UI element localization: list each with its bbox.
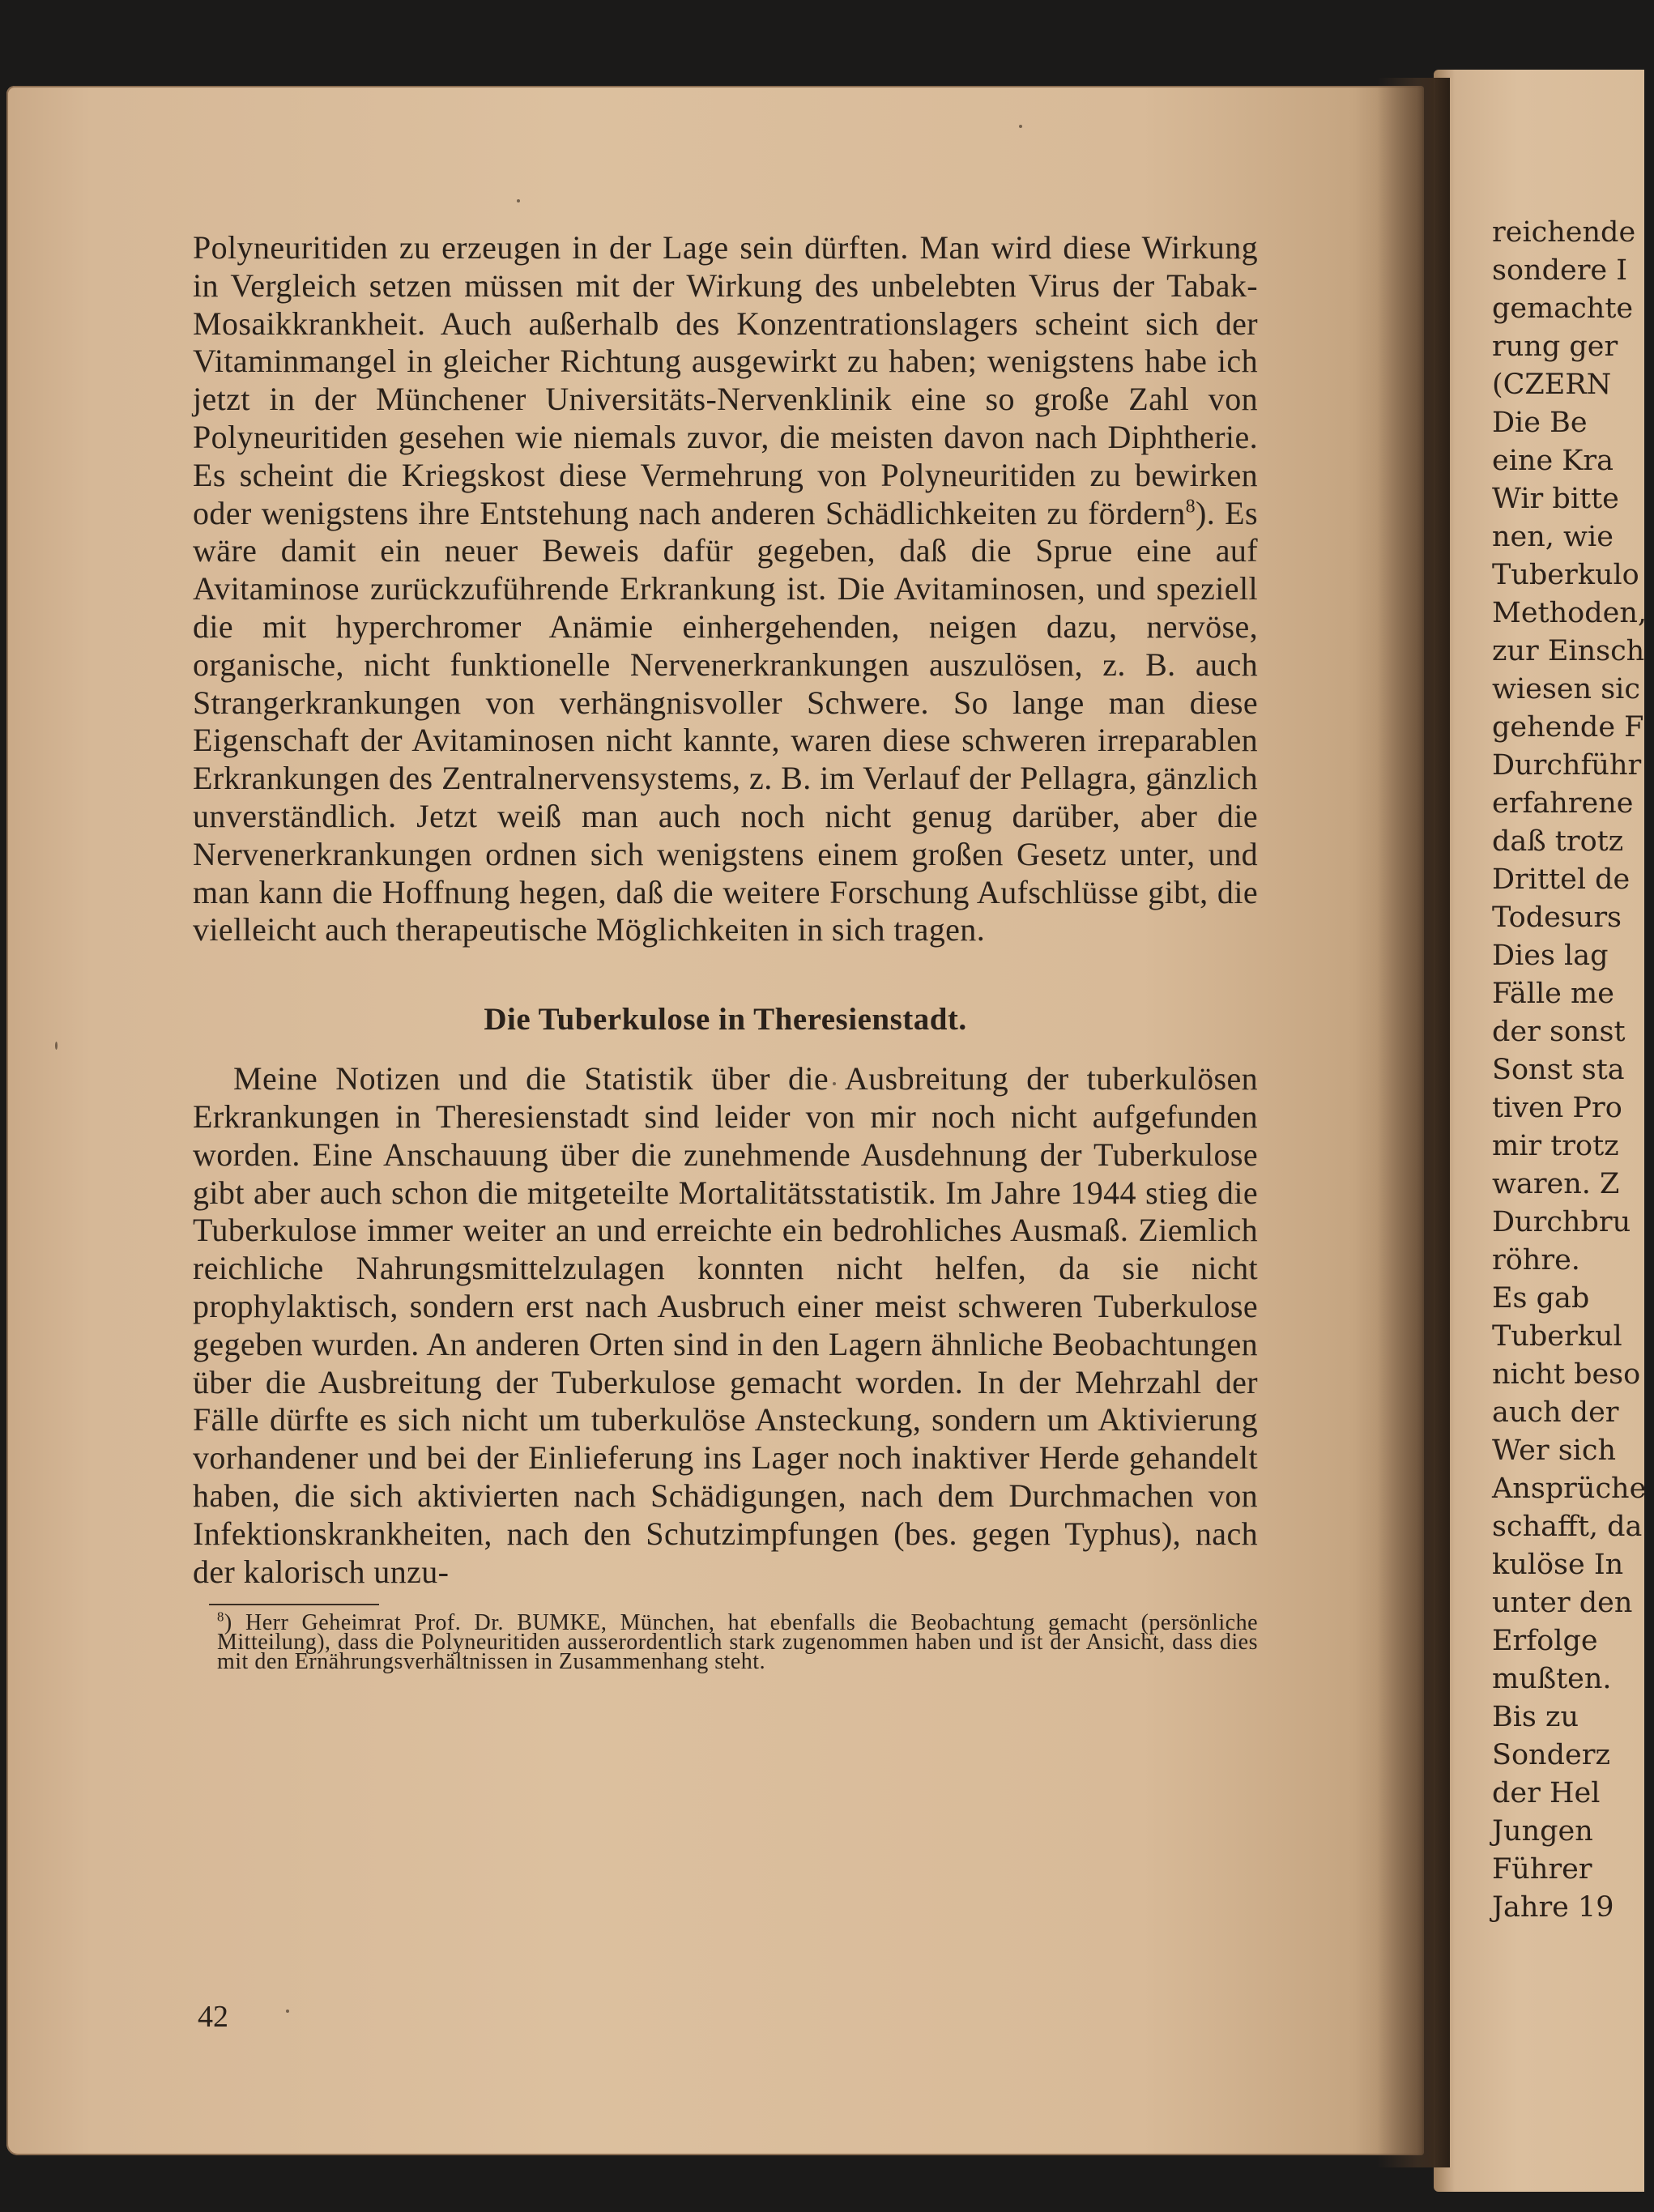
paragraph-polyneuritiden [193, 229, 1258, 949]
adjacent-page-line: unter den [1492, 1587, 1633, 1619]
adjacent-page-line: wiesen sic [1492, 673, 1640, 705]
adjacent-page-line: Es gab [1492, 1282, 1590, 1315]
adjacent-page-line: Die Be [1492, 407, 1588, 439]
footnote-mark: 8 [217, 1609, 224, 1625]
adjacent-page-line: erfahrene [1492, 787, 1634, 820]
adjacent-page-line: Bis zu [1492, 1701, 1579, 1733]
adjacent-page-line: Sonst sta [1492, 1054, 1625, 1086]
adjacent-page-line: zur Einsch [1492, 635, 1645, 667]
adjacent-page-line: Methoden, [1492, 597, 1648, 629]
adjacent-page-line: Tuberkul [1492, 1320, 1622, 1353]
adjacent-page-line: reichende [1492, 216, 1636, 249]
book-gutter-shadow [1377, 78, 1450, 2167]
adjacent-page-line: rung ger [1492, 330, 1618, 363]
adjacent-page-line: Tuberkulo [1492, 559, 1639, 591]
footnote-reference: 8 [1185, 496, 1196, 518]
adjacent-page-line: röhre. [1492, 1244, 1580, 1276]
adjacent-page-line: Erfolge [1492, 1625, 1598, 1657]
adjacent-page-line: (CZERN [1492, 369, 1612, 401]
adjacent-page-line: sondere I [1492, 254, 1628, 287]
adjacent-page-line: mußten. [1492, 1663, 1612, 1695]
adjacent-page-line: Sonderz [1492, 1739, 1610, 1771]
adjacent-page-line: Ansprüche [1492, 1473, 1647, 1505]
adjacent-page-line: gehende F [1492, 711, 1644, 744]
adjacent-page [1434, 70, 1648, 2192]
adjacent-page-line: der sonst [1492, 1016, 1626, 1048]
adjacent-page-line: Durchführ [1492, 749, 1642, 782]
body-text-tuberkulose [193, 1060, 1258, 1591]
adjacent-page-line: Führer [1492, 1853, 1592, 1886]
body-text [193, 229, 1258, 949]
adjacent-page-line: Jahre 19 [1492, 1891, 1614, 1924]
adjacent-page-line: tiven Pro [1492, 1092, 1622, 1124]
adjacent-page-line: Wir bitte [1492, 483, 1619, 515]
adjacent-page-line: Jungen [1492, 1815, 1593, 1848]
adjacent-page-line: auch der [1492, 1396, 1619, 1429]
adjacent-page-line: mir trotz [1492, 1130, 1619, 1162]
adjacent-page-line: der Hel [1492, 1777, 1601, 1809]
adjacent-page-line: daß trotz [1492, 825, 1624, 858]
adjacent-page-line: eine Kra [1492, 445, 1614, 477]
adjacent-page-line: Dies lag [1492, 940, 1609, 972]
adjacent-page-line: schafft, da [1492, 1511, 1643, 1543]
paragraph-1-text: Polyneuritiden zu erzeugen in der Lage sein dürften. Man wird diese Wirkung in Vergleich setzen müssen mit der Wirkung des unbelebten Virus der Tabak-Mosaikkrankheit. Auch außerhalb des Konzentrationslagers scheint sich der Vitaminmangel in gleicher Richtung ausgewirkt zu haben; wenigstens habe ich jetzt in der Münchener Universitäts-Nervenklinik eine so große Zahl von Polyneuritiden gesehen wie niemals zuvor, die meisten davon nach Diphtherie. Es scheint die Kriegskost diese Vermehrung von Polyneuritiden zu bewirken oder wenigstens ihre Entstehung nach anderen Schädlichkeiten zu fördern [193, 229, 1258, 531]
paragraph-1-continued: ). Es wäre damit ein neuer Beweis dafür gegeben, daß die Sprue eine auf Avitaminose zurückzuführende Erkrankung ist. Die Avitaminosen, und speziell die mit hyperchromer Anämie einhergehenden, neigen dazu, nervöse, organische, nicht funktionelle Nervenerkrankungen auszulösen, z. B. auch Strangerkrankungen von verhängnisvoller Schwere. So lange man diese Eigenschaft der Avitaminosen nicht kannte, waren diese schweren irreparablen Erkrankungen des Zentralnervensystems, z. B. im Verlauf der Pellagra, gänzlich unverständlich. Jetzt weiß man auch noch nicht genug darüber, aber die Nervenerkrankungen ordnen sich wenigstens einem großen Gesetz unter, und man kann die Hoffnung hegen, daß die weitere Forschung Aufschlüsse gibt, die vielleicht auch therapeutische Möglichkeiten in sich tragen. [193, 494, 1258, 948]
adjacent-page-line: nicht beso [1492, 1358, 1641, 1391]
adjacent-page-line: Fälle me [1492, 978, 1614, 1010]
adjacent-page-line: Drittel de [1492, 863, 1631, 896]
adjacent-page-text [1492, 214, 1654, 1927]
footnote-text: ) Herr Geheimrat Prof. Dr. BUMKE, München, hat ebenfalls die Beobachtung gemacht (persönliche Mitteilung), dass die Polyneuritiden ausserordentlich stark zugenommen haben und ist der Ansicht, dass dies mit den Ernährungsverhältnissen in Zusammenhang steht. [217, 1610, 1258, 1675]
section-heading: Die Tuberkulose in Theresienstadt. [484, 1002, 967, 1038]
adjacent-page-line: Wer sich [1492, 1434, 1616, 1467]
adjacent-page-line: waren. Z [1492, 1168, 1620, 1200]
paragraph-tuberkulose: Meine Notizen und die Statistik über die Ausbreitung der tuberkulösen Erkrankungen in Theresienstadt sind leider von mir noch nicht aufgefunden worden. Eine Anschauung über die zunehmende Ausdehnung der Tuberkulose gibt aber auch schon die mitgeteilte Mortalitätsstatistik. Im Jahre 1944 stieg die Tuberkulose immer weiter an und erreichte ein bedrohliches Ausmaß. Ziemlich reichliche Nahrungsmittelzulagen konnten nicht helfen, da sie nicht prophylaktisch, sondern erst nach Ausbruch einer meist schweren Tuberkulose gegeben wurden. An anderen Orten sind in den Lagern ähnliche Beobachtungen über die Ausbreitung der Tuberkulose gemacht worden. In der Mehrzahl der Fälle dürfte es sich nicht um tuberkulöse Ansteckung, sondern um Aktivierung vorhandener und bei der Einlieferung ins Lager noch inaktiver Herde gehandelt haben, die sich aktivierten nach Schädigungen, nach dem Durchmachen von Infektionskrankheiten, nach den Schutzimpfungen (bes. gegen Typhus), nach der kalorisch unzu- [193, 1060, 1258, 1590]
adjacent-page-line: gemachte [1492, 292, 1634, 325]
adjacent-page-line: nen, wie [1492, 521, 1614, 553]
adjacent-page-line: Durchbru [1492, 1206, 1631, 1238]
adjacent-page-line: kulöse In [1492, 1549, 1624, 1581]
page-text-column [193, 229, 1258, 1675]
footnote-divider [209, 1604, 379, 1605]
adjacent-page-line: Todesurs [1492, 901, 1622, 934]
footnote [193, 1609, 1258, 1675]
page-number: 42 [198, 2000, 228, 2034]
